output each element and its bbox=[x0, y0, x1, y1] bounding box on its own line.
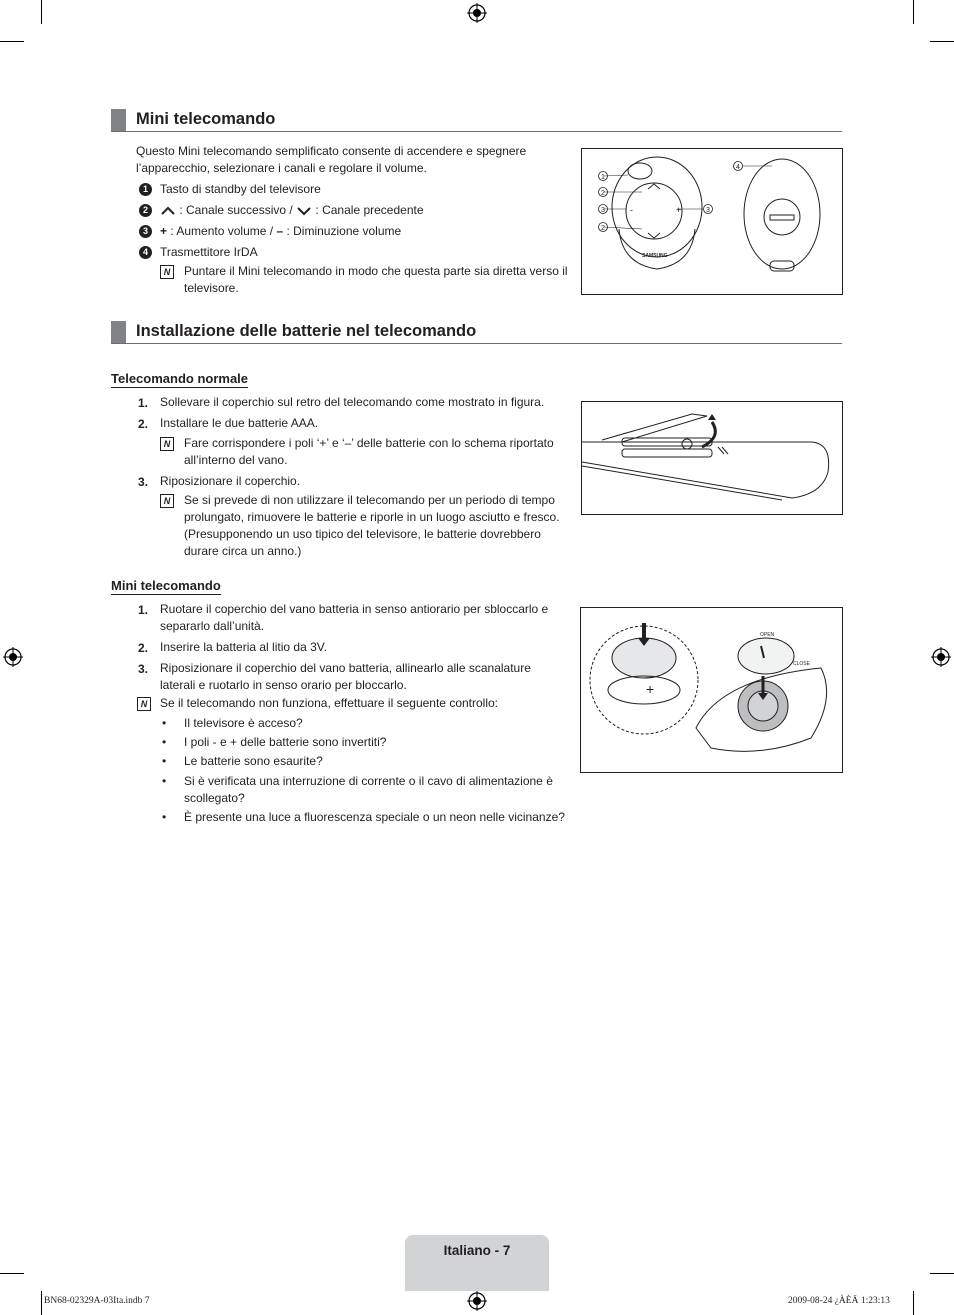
svg-text:3: 3 bbox=[601, 207, 605, 214]
note-icon: N bbox=[160, 437, 174, 451]
svg-text:+: + bbox=[646, 681, 655, 697]
item-channel bbox=[160, 202, 424, 219]
step-text: Installare le due batterie AAA. bbox=[160, 416, 319, 430]
print-timestamp: 2009-08-24 ¿ÀÈÄ 1:23:13 bbox=[788, 1296, 890, 1306]
bullet-item: Il televisore è acceso? bbox=[184, 716, 303, 730]
item-volume bbox=[160, 223, 401, 240]
bullet-item: Le batterie sono esaurite? bbox=[184, 754, 323, 768]
registration-mark-icon bbox=[3, 647, 23, 667]
note-polarity: Fare corrispondere i poli ‘+’ e ‘–’ delle batterie con lo schema riportato all’interno del vano. bbox=[184, 436, 554, 467]
step-number: 1. bbox=[138, 603, 149, 617]
mini-battery-illustration bbox=[581, 608, 842, 772]
section-bar bbox=[111, 109, 126, 131]
close-label: CLOSE bbox=[793, 661, 810, 667]
page-label: Italiano - 7 bbox=[443, 1243, 511, 1258]
marker-4: 4 bbox=[139, 246, 152, 259]
callout-1 bbox=[599, 172, 608, 182]
crop-mark bbox=[41, 0, 42, 24]
bullet-dot: • bbox=[162, 754, 167, 768]
volume-down-text: : Diminuzione volume bbox=[286, 224, 402, 238]
volume-minus-symbol: – bbox=[276, 224, 284, 238]
section-title-batteries bbox=[111, 321, 842, 344]
section-title-mini-remote bbox=[111, 109, 842, 132]
marker-1: 1 bbox=[139, 183, 152, 196]
crop-mark bbox=[930, 1273, 954, 1274]
subheading-normal-remote: Telecomando normale bbox=[111, 371, 249, 386]
bullet-item: Si è verificata una interruzione di corrente o il cavo di alimentazione è scollegato? bbox=[184, 774, 553, 805]
crop-mark bbox=[913, 0, 914, 24]
note-check: Se il telecomando non funziona, effettuare il seguente controllo: bbox=[160, 696, 499, 710]
note-irda: Puntare il Mini telecomando in modo che questa parte sia diretta verso il televisore. bbox=[184, 264, 568, 295]
registration-mark-icon bbox=[467, 3, 487, 23]
svg-text:3: 3 bbox=[706, 207, 710, 214]
step-text: Inserire la batteria al litio da 3V. bbox=[160, 640, 327, 654]
svg-text:2: 2 bbox=[601, 225, 605, 232]
brand-label: SAMSUNG bbox=[642, 253, 668, 259]
chevron-up-icon bbox=[160, 206, 176, 216]
step-number: 1. bbox=[138, 396, 149, 410]
svg-text:4: 4 bbox=[736, 164, 740, 171]
registration-mark-icon bbox=[467, 1291, 487, 1311]
callout-3 bbox=[704, 205, 713, 215]
section-title-text: Installazione delle batterie nel telecomando bbox=[136, 322, 477, 340]
step-text: Sollevare il coperchio sul retro del telecomando come mostrato in figura. bbox=[160, 395, 545, 409]
crop-mark bbox=[913, 1291, 914, 1315]
callout-4 bbox=[734, 162, 743, 172]
open-label: OPEN bbox=[760, 632, 775, 638]
bullet-item: I poli - e + delle batterie sono invertiti? bbox=[184, 735, 387, 749]
chevron-down-icon bbox=[296, 206, 312, 216]
item-irda: Trasmettitore IrDA bbox=[160, 245, 258, 259]
figure-mini-remote bbox=[581, 148, 843, 295]
channel-up-text: : Canale successivo / bbox=[179, 203, 293, 217]
step-text: Riposizionare il coperchio. bbox=[160, 474, 301, 488]
crop-mark bbox=[0, 41, 24, 42]
subheading-mini-remote: Mini telecomando bbox=[111, 578, 221, 593]
step-number: 2. bbox=[138, 417, 149, 431]
crop-mark bbox=[41, 1291, 42, 1315]
step-number: 3. bbox=[138, 475, 149, 489]
svg-text:-: - bbox=[630, 205, 633, 215]
figure-mini-battery bbox=[580, 607, 843, 773]
bullet-item: È presente una luce a fluorescenza speciale o un neon nelle vicinanze? bbox=[184, 810, 565, 824]
note-storage: Se si prevede di non utilizzare il telecomando per un periodo di tempo prolungato, rimuovere le batterie e riporle in un luogo asciutto e fresco. (Presupponendo un uso tipico del televisore, le batterie dovrebbero durare circa un anno.) bbox=[184, 493, 560, 558]
step-text: Riposizionare il coperchio del vano batteria, allinearlo alle scanalature laterali e ruotarlo in senso orario per bloccarlo. bbox=[160, 661, 531, 692]
normal-remote-illustration bbox=[582, 402, 842, 514]
marker-3: 3 bbox=[139, 225, 152, 238]
bullet-dot: • bbox=[162, 735, 167, 749]
volume-plus-symbol: + bbox=[160, 224, 168, 238]
mini-remote-illustration bbox=[582, 149, 842, 294]
item-standby: Tasto di standby del televisore bbox=[160, 182, 321, 196]
bullet-dot: • bbox=[162, 716, 167, 730]
registration-mark-icon bbox=[931, 647, 951, 667]
bullet-dot: • bbox=[162, 810, 167, 824]
page-number-tab bbox=[405, 1235, 549, 1291]
intro-paragraph: Questo Mini telecomando semplificato consente di accendere e spegnere l’apparecchio, selezionare i canali e regolare il volume. bbox=[136, 144, 527, 175]
channel-down-text: : Canale precedente bbox=[315, 203, 424, 217]
step-text: Ruotare il coperchio del vano batteria in senso antiorario per sbloccarlo e separarlo dall’unità. bbox=[160, 602, 549, 633]
svg-text:1: 1 bbox=[601, 174, 605, 181]
note-icon: N bbox=[160, 265, 174, 279]
step-number: 2. bbox=[138, 641, 149, 655]
crop-mark bbox=[0, 1273, 24, 1274]
volume-up-text: : Aumento volume / bbox=[170, 224, 274, 238]
step-number: 3. bbox=[138, 662, 149, 676]
marker-2: 2 bbox=[139, 204, 152, 217]
note-icon: N bbox=[160, 494, 174, 508]
crop-mark bbox=[930, 41, 954, 42]
figure-normal-remote bbox=[581, 401, 843, 515]
file-name: BN68-02329A-03Ita.indb 7 bbox=[44, 1296, 150, 1306]
section-title-text: Mini telecomando bbox=[136, 110, 276, 128]
svg-text:2: 2 bbox=[601, 190, 605, 197]
svg-text:+: + bbox=[676, 205, 682, 215]
section-bar bbox=[111, 321, 126, 343]
note-icon: N bbox=[137, 697, 151, 711]
bullet-dot: • bbox=[162, 774, 167, 788]
